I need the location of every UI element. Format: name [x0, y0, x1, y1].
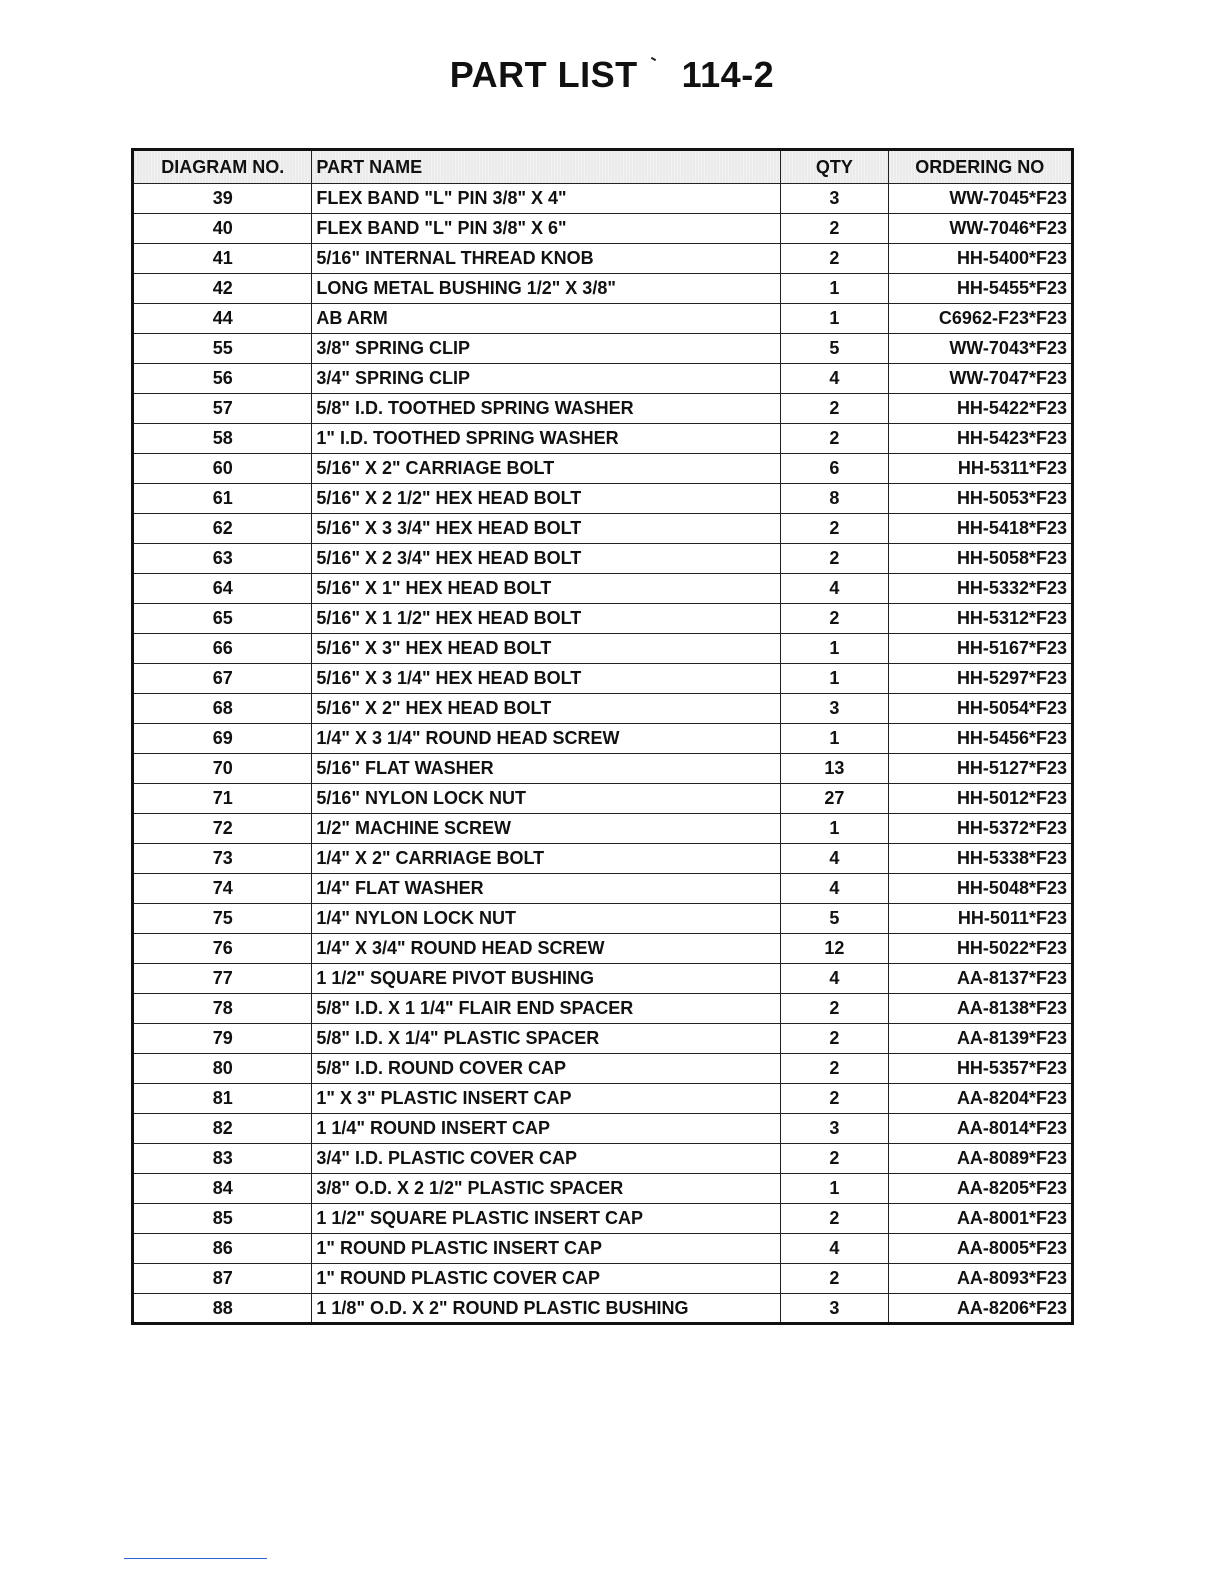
diagram-no-cell: 61: [133, 484, 312, 514]
part-name-cell: 3/8" O.D. X 2 1/2" PLASTIC SPACER: [312, 1174, 781, 1204]
table-row: [133, 1174, 1073, 1204]
ordering-no-cell: HH-5400*F23: [888, 244, 1072, 274]
ordering-no-cell: AA-8205*F23: [888, 1174, 1072, 1204]
qty-cell: 1: [781, 634, 888, 664]
part-name-cell: 5/16" X 2 1/2" HEX HEAD BOLT: [312, 484, 781, 514]
table-row: [133, 424, 1073, 454]
part-name-cell: 3/4" SPRING CLIP: [312, 364, 781, 394]
qty-cell: 2: [781, 1024, 888, 1054]
diagram-no-cell: 55: [133, 334, 312, 364]
table-row: [133, 934, 1073, 964]
ordering-no-cell: AA-8089*F23: [888, 1144, 1072, 1174]
diagram-no-cell: 87: [133, 1264, 312, 1294]
ordering-no-cell: AA-8093*F23: [888, 1264, 1072, 1294]
part-name-cell: 5/16" INTERNAL THREAD KNOB: [312, 244, 781, 274]
diagram-no-cell: 62: [133, 514, 312, 544]
table-row: [133, 274, 1073, 304]
table-row: [133, 514, 1073, 544]
qty-cell: 6: [781, 454, 888, 484]
ordering-no-cell: HH-5422*F23: [888, 394, 1072, 424]
part-name-cell: 1" ROUND PLASTIC INSERT CAP: [312, 1234, 781, 1264]
ordering-no-cell: HH-5311*F23: [888, 454, 1072, 484]
part-name-cell: 5/16" X 3 1/4" HEX HEAD BOLT: [312, 664, 781, 694]
diagram-no-cell: 88: [133, 1294, 312, 1324]
title-part-list: PART LIST: [449, 54, 638, 95]
table-row: [133, 1294, 1073, 1324]
diagram-no-cell: 85: [133, 1204, 312, 1234]
ordering-no-cell: WW-7046*F23: [888, 214, 1072, 244]
part-name-cell: 1/4" X 2" CARRIAGE BOLT: [312, 844, 781, 874]
qty-cell: 3: [781, 184, 888, 214]
diagram-no-cell: 42: [133, 274, 312, 304]
qty-cell: 3: [781, 1114, 888, 1144]
table-row: [133, 634, 1073, 664]
diagram-no-cell: 40: [133, 214, 312, 244]
part-name-cell: 5/8" I.D. TOOTHED SPRING WASHER: [312, 394, 781, 424]
qty-cell: 1: [781, 1174, 888, 1204]
ordering-no-cell: HH-5338*F23: [888, 844, 1072, 874]
diagram-no-cell: 73: [133, 844, 312, 874]
table-row: [133, 1234, 1073, 1264]
ordering-no-cell: HH-5053*F23: [888, 484, 1072, 514]
ordering-no-cell: HH-5297*F23: [888, 664, 1072, 694]
diagram-no-cell: 84: [133, 1174, 312, 1204]
part-name-cell: 1/4" NYLON LOCK NUT: [312, 904, 781, 934]
qty-cell: 2: [781, 1204, 888, 1234]
diagram-no-cell: 83: [133, 1144, 312, 1174]
ordering-no-cell: AA-8001*F23: [888, 1204, 1072, 1234]
table-row: [133, 574, 1073, 604]
table-row: [133, 664, 1073, 694]
qty-cell: 4: [781, 364, 888, 394]
qty-cell: 4: [781, 844, 888, 874]
qty-cell: 1: [781, 814, 888, 844]
diagram-no-cell: 70: [133, 754, 312, 784]
ordering-no-cell: HH-5418*F23: [888, 514, 1072, 544]
part-name-cell: 1" X 3" PLASTIC INSERT CAP: [312, 1084, 781, 1114]
part-name-cell: LONG METAL BUSHING 1/2" X 3/8": [312, 274, 781, 304]
ordering-no-cell: HH-5372*F23: [888, 814, 1072, 844]
qty-cell: 4: [781, 964, 888, 994]
part-name-cell: 1/4" FLAT WASHER: [312, 874, 781, 904]
qty-cell: 3: [781, 1294, 888, 1324]
part-name-cell: 1 1/8" O.D. X 2" ROUND PLASTIC BUSHING: [312, 1294, 781, 1324]
table-row: [133, 304, 1073, 334]
qty-cell: 2: [781, 994, 888, 1024]
ordering-no-cell: WW-7043*F23: [888, 334, 1072, 364]
part-name-cell: 1/2" MACHINE SCREW: [312, 814, 781, 844]
diagram-no-cell: 66: [133, 634, 312, 664]
qty-cell: 2: [781, 1264, 888, 1294]
qty-cell: 3: [781, 694, 888, 724]
table-row: [133, 1054, 1073, 1084]
part-name-cell: 5/16" NYLON LOCK NUT: [312, 784, 781, 814]
qty-cell: 1: [781, 724, 888, 754]
diagram-no-cell: 78: [133, 994, 312, 1024]
table-row: [133, 334, 1073, 364]
qty-cell: 2: [781, 514, 888, 544]
ordering-no-cell: HH-5054*F23: [888, 694, 1072, 724]
ordering-no-cell: WW-7047*F23: [888, 364, 1072, 394]
ordering-no-cell: HH-5022*F23: [888, 934, 1072, 964]
diagram-no-cell: 80: [133, 1054, 312, 1084]
table-row: [133, 994, 1073, 1024]
ordering-no-cell: HH-5058*F23: [888, 544, 1072, 574]
part-name-cell: 5/8" I.D. X 1/4" PLASTIC SPACER: [312, 1024, 781, 1054]
qty-cell: 1: [781, 274, 888, 304]
ordering-no-cell: HH-5357*F23: [888, 1054, 1072, 1084]
ordering-no-cell: AA-8138*F23: [888, 994, 1072, 1024]
table-row: [133, 874, 1073, 904]
qty-cell: 4: [781, 874, 888, 904]
table-row: [133, 214, 1073, 244]
diagram-no-cell: 39: [133, 184, 312, 214]
part-name-cell: 5/16" X 2" CARRIAGE BOLT: [312, 454, 781, 484]
part-name-cell: FLEX BAND "L" PIN 3/8" X 4": [312, 184, 781, 214]
part-name-cell: 1 1/4" ROUND INSERT CAP: [312, 1114, 781, 1144]
diagram-no-cell: 74: [133, 874, 312, 904]
qty-cell: 2: [781, 394, 888, 424]
diagram-no-cell: 75: [133, 904, 312, 934]
diagram-no-cell: 57: [133, 394, 312, 424]
diagram-no-cell: 65: [133, 604, 312, 634]
qty-cell: 2: [781, 244, 888, 274]
ordering-no-cell: HH-5423*F23: [888, 424, 1072, 454]
qty-cell: 1: [781, 304, 888, 334]
diagram-no-cell: 41: [133, 244, 312, 274]
ordering-no-cell: AA-8005*F23: [888, 1234, 1072, 1264]
qty-cell: 27: [781, 784, 888, 814]
table-row: [133, 754, 1073, 784]
diagram-no-cell: 58: [133, 424, 312, 454]
diagram-no-cell: 44: [133, 304, 312, 334]
part-name-cell: 1/4" X 3 1/4" ROUND HEAD SCREW: [312, 724, 781, 754]
qty-cell: 2: [781, 214, 888, 244]
qty-cell: 2: [781, 544, 888, 574]
table-row: [133, 964, 1073, 994]
part-name-cell: 1 1/2" SQUARE PIVOT BUSHING: [312, 964, 781, 994]
qty-cell: 2: [781, 604, 888, 634]
ordering-no-cell: AA-8206*F23: [888, 1294, 1072, 1324]
table-row: [133, 1144, 1073, 1174]
diagram-no-cell: 86: [133, 1234, 312, 1264]
ordering-no-cell: HH-5332*F23: [888, 574, 1072, 604]
ordering-no-cell: C6962-F23*F23: [888, 304, 1072, 334]
part-name-cell: 5/16" FLAT WASHER: [312, 754, 781, 784]
table-row: [133, 1024, 1073, 1054]
table-row: [133, 394, 1073, 424]
ordering-no-cell: AA-8014*F23: [888, 1114, 1072, 1144]
header-qty: QTY: [781, 150, 888, 184]
ordering-no-cell: HH-5456*F23: [888, 724, 1072, 754]
table-row: [133, 844, 1073, 874]
part-name-cell: 5/16" X 2" HEX HEAD BOLT: [312, 694, 781, 724]
ordering-no-cell: HH-5011*F23: [888, 904, 1072, 934]
table-row: [133, 364, 1073, 394]
ordering-no-cell: HH-5127*F23: [888, 754, 1072, 784]
qty-cell: 4: [781, 1234, 888, 1264]
diagram-no-cell: 79: [133, 1024, 312, 1054]
qty-cell: 5: [781, 904, 888, 934]
diagram-no-cell: 63: [133, 544, 312, 574]
part-name-cell: 5/16" X 3" HEX HEAD BOLT: [312, 634, 781, 664]
qty-cell: 5: [781, 334, 888, 364]
table-row: [133, 724, 1073, 754]
diagram-no-cell: 67: [133, 664, 312, 694]
header-part-name: PART NAME: [312, 150, 781, 184]
table-row: [133, 1114, 1073, 1144]
page-title: [0, 54, 1224, 96]
table-row: [133, 814, 1073, 844]
qty-cell: 1: [781, 664, 888, 694]
header-ordering-no: ORDERING NO: [888, 150, 1072, 184]
diagram-no-cell: 82: [133, 1114, 312, 1144]
diagram-no-cell: 76: [133, 934, 312, 964]
qty-cell: 2: [781, 1054, 888, 1084]
ordering-no-cell: HH-5312*F23: [888, 604, 1072, 634]
table-row: [133, 454, 1073, 484]
parts-table: [131, 148, 1074, 1325]
parts-table-body: [133, 184, 1073, 1324]
part-name-cell: 1" I.D. TOOTHED SPRING WASHER: [312, 424, 781, 454]
part-name-cell: 5/16" X 3 3/4" HEX HEAD BOLT: [312, 514, 781, 544]
table-row: [133, 484, 1073, 514]
ordering-no-cell: HH-5048*F23: [888, 874, 1072, 904]
qty-cell: 12: [781, 934, 888, 964]
part-name-cell: 1 1/2" SQUARE PLASTIC INSERT CAP: [312, 1204, 781, 1234]
qty-cell: 2: [781, 1144, 888, 1174]
qty-cell: 4: [781, 574, 888, 604]
qty-cell: 13: [781, 754, 888, 784]
part-name-cell: FLEX BAND "L" PIN 3/8" X 6": [312, 214, 781, 244]
ordering-no-cell: AA-8137*F23: [888, 964, 1072, 994]
qty-cell: 8: [781, 484, 888, 514]
ordering-no-cell: HH-5455*F23: [888, 274, 1072, 304]
part-name-cell: 3/8" SPRING CLIP: [312, 334, 781, 364]
title-model-number: 114-2: [681, 54, 775, 95]
table-header-row: [133, 150, 1073, 184]
table-row: [133, 694, 1073, 724]
part-name-cell: 5/8" I.D. ROUND COVER CAP: [312, 1054, 781, 1084]
table-row: [133, 784, 1073, 814]
part-name-cell: 5/16" X 1" HEX HEAD BOLT: [312, 574, 781, 604]
header-diagram-no: DIAGRAM NO.: [133, 150, 312, 184]
diagram-no-cell: 68: [133, 694, 312, 724]
ordering-no-cell: HH-5167*F23: [888, 634, 1072, 664]
diagram-no-cell: 64: [133, 574, 312, 604]
diagram-no-cell: 56: [133, 364, 312, 394]
ordering-no-cell: AA-8204*F23: [888, 1084, 1072, 1114]
table-row: [133, 244, 1073, 274]
part-name-cell: 1" ROUND PLASTIC COVER CAP: [312, 1264, 781, 1294]
ordering-no-cell: WW-7045*F23: [888, 184, 1072, 214]
diagram-no-cell: 77: [133, 964, 312, 994]
table-row: [133, 544, 1073, 574]
footer-rule: [124, 1558, 267, 1559]
ordering-no-cell: HH-5012*F23: [888, 784, 1072, 814]
ordering-no-cell: AA-8139*F23: [888, 1024, 1072, 1054]
part-name-cell: AB ARM: [312, 304, 781, 334]
part-name-cell: 5/16" X 2 3/4" HEX HEAD BOLT: [312, 544, 781, 574]
table-row: [133, 1204, 1073, 1234]
table-row: [133, 1264, 1073, 1294]
table-row: [133, 604, 1073, 634]
part-name-cell: 1/4" X 3/4" ROUND HEAD SCREW: [312, 934, 781, 964]
table-row: [133, 1084, 1073, 1114]
part-name-cell: 5/16" X 1 1/2" HEX HEAD BOLT: [312, 604, 781, 634]
diagram-no-cell: 81: [133, 1084, 312, 1114]
part-name-cell: 3/4" I.D. PLASTIC COVER CAP: [312, 1144, 781, 1174]
diagram-no-cell: 60: [133, 454, 312, 484]
part-name-cell: 5/8" I.D. X 1 1/4" FLAIR END SPACER: [312, 994, 781, 1024]
qty-cell: 2: [781, 1084, 888, 1114]
table-row: [133, 904, 1073, 934]
diagram-no-cell: 69: [133, 724, 312, 754]
diagram-no-cell: 72: [133, 814, 312, 844]
qty-cell: 2: [781, 424, 888, 454]
diagram-no-cell: 71: [133, 784, 312, 814]
table-row: [133, 184, 1073, 214]
